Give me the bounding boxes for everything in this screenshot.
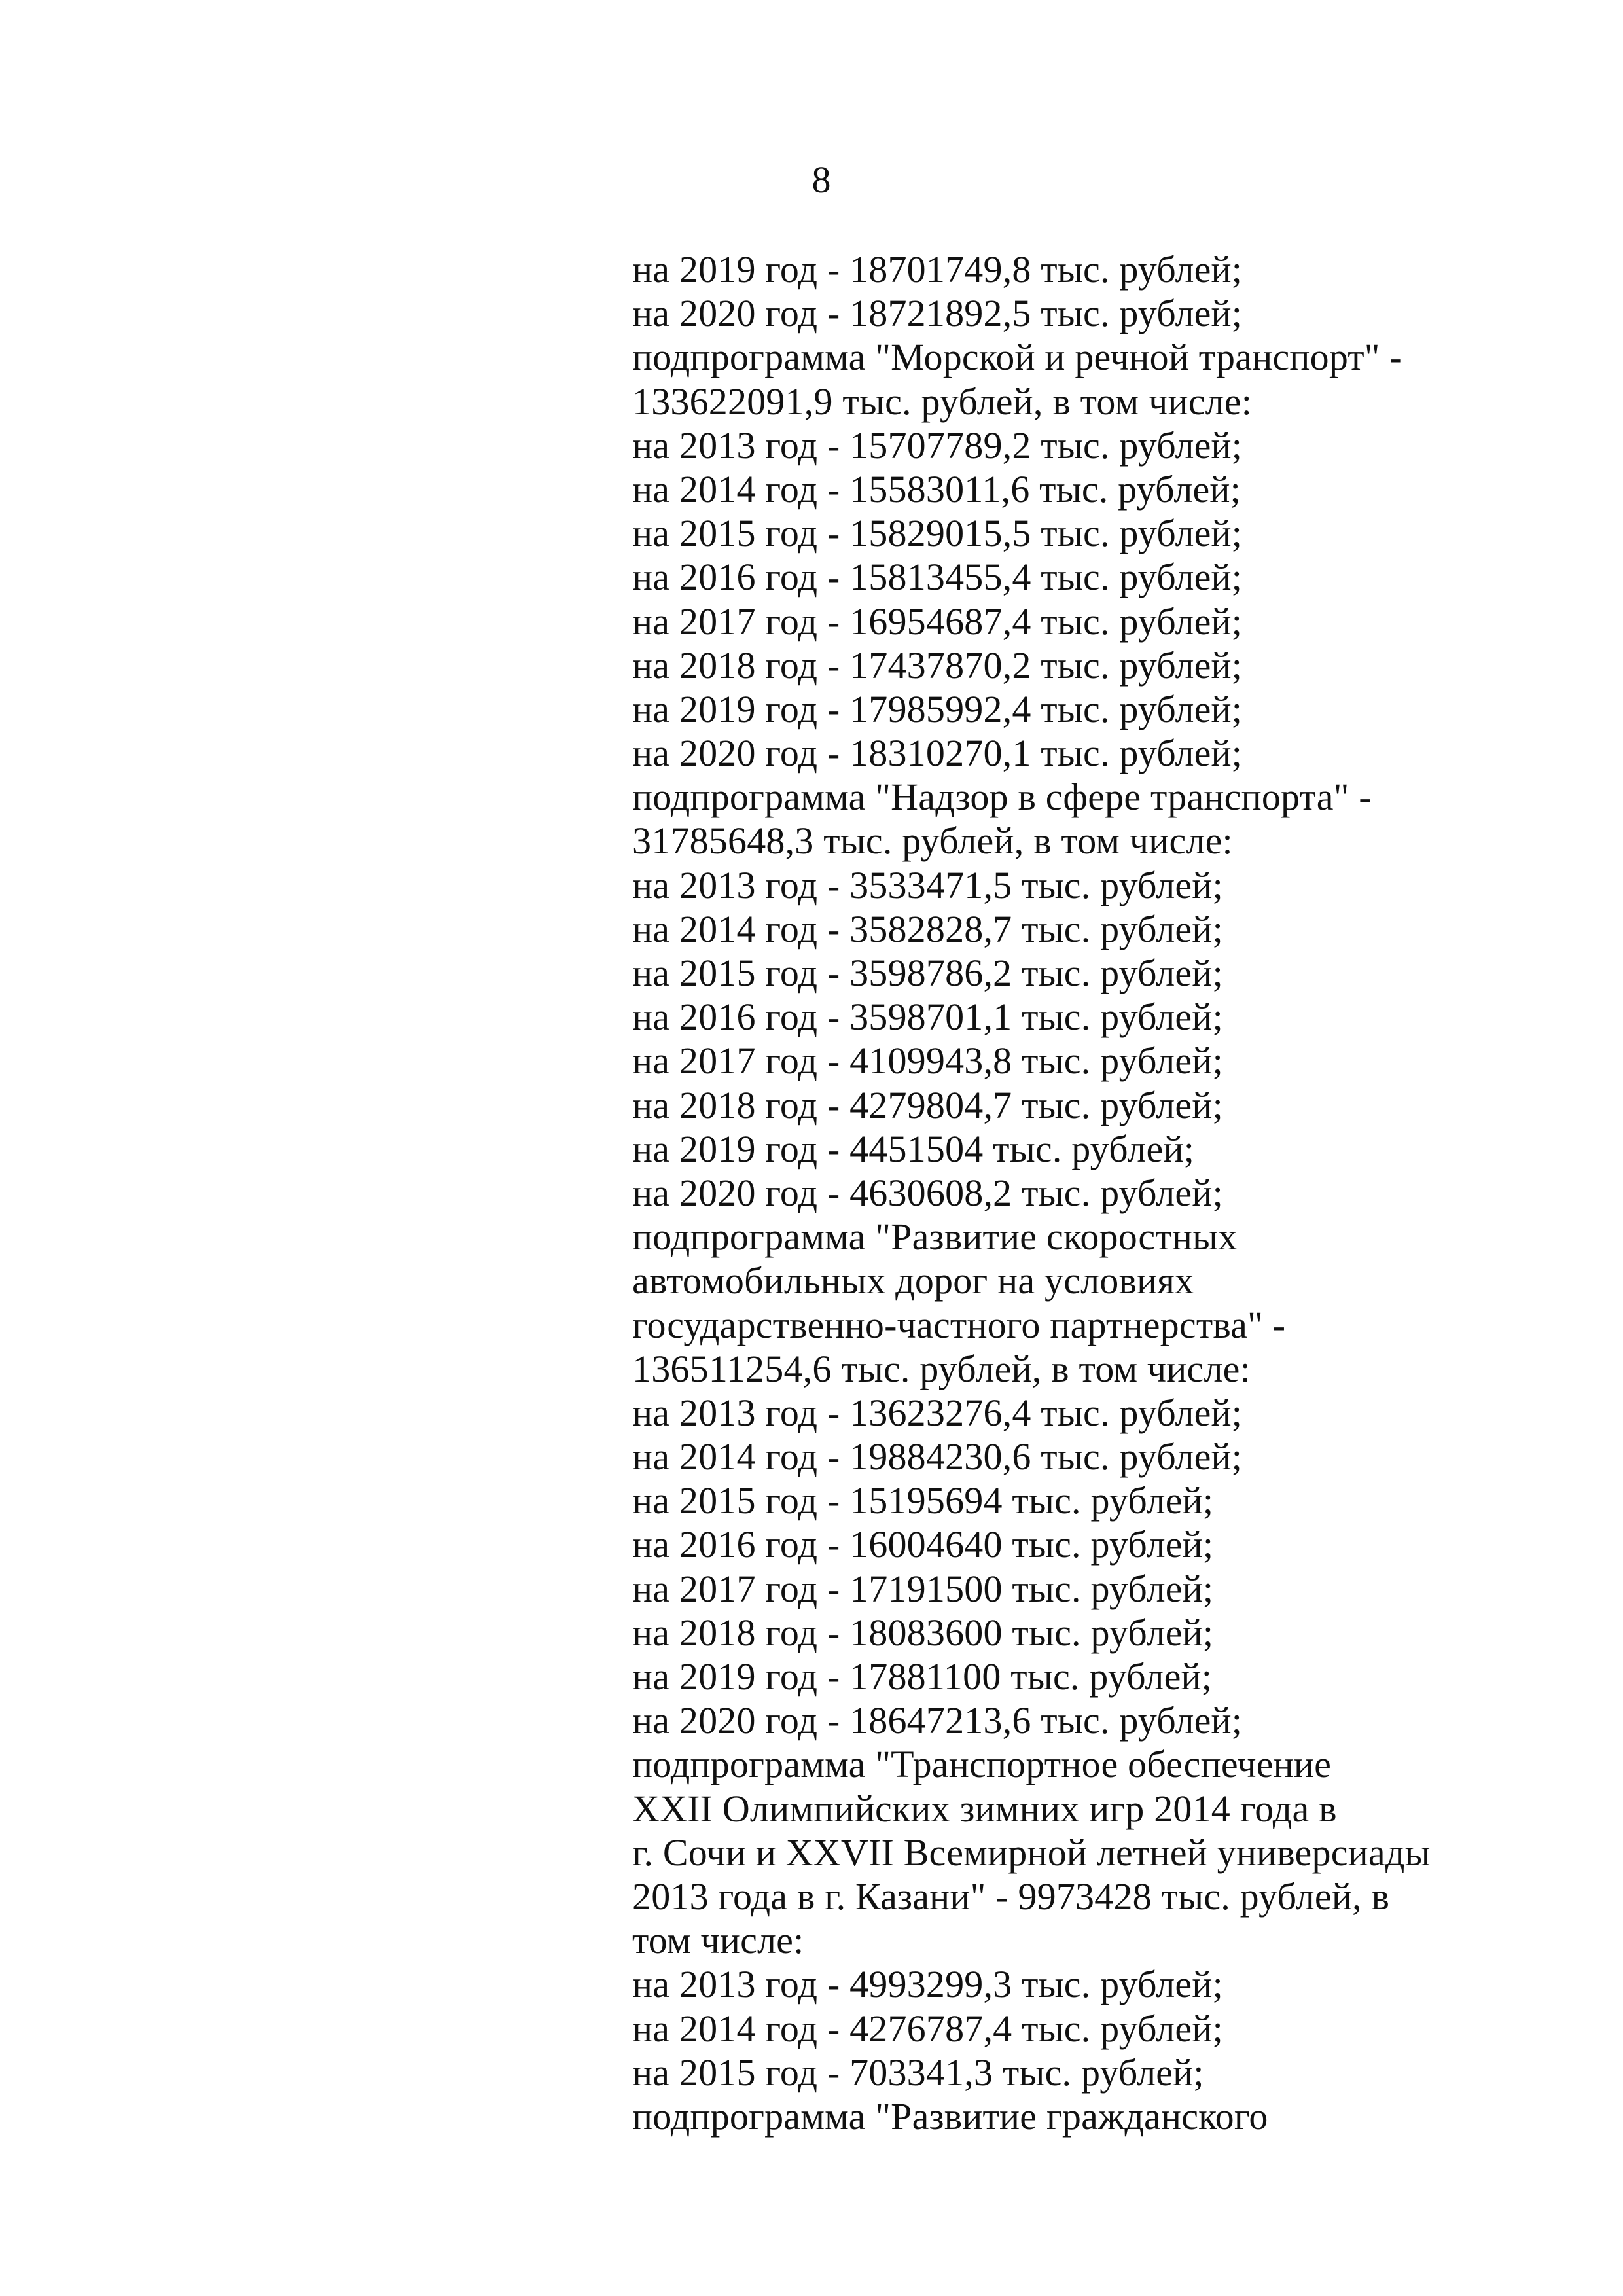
subprogram-heading: подпрограмма "Морской и речной транспорт" - [632,336,1402,379]
text-line: на 2020 год - 18310270,1 тыс. рублей; [632,732,1243,775]
text-line: на 2017 год - 16954687,4 тыс. рублей; [632,600,1243,643]
subprogram-heading: подпрограмма "Надзор в сфере транспорта" - [632,776,1372,819]
text-line: на 2020 год - 18721892,5 тыс. рублей; [632,292,1243,335]
text-line: на 2017 год - 4109943,8 тыс. рублей; [632,1039,1223,1083]
text-line: на 2019 год - 18701749,8 тыс. рублей; [632,248,1243,291]
text-line: на 2018 год - 18083600 тыс. рублей; [632,1611,1214,1654]
subprogram-heading: XXII Олимпийских зимних игр 2014 года в [632,1787,1337,1830]
text-line: на 2015 год - 15829015,5 тыс. рублей; [632,512,1243,555]
text-line: на 2014 год - 19884230,6 тыс. рублей; [632,1435,1243,1479]
text-line: на 2014 год - 3582828,7 тыс. рублей; [632,907,1223,950]
page-number: 8 [812,158,831,201]
subprogram-total: 31785648,3 тыс. рублей, в том числе: [632,819,1233,863]
text-line: на 2019 год - 4451504 тыс. рублей; [632,1127,1195,1170]
text-line: на 2019 год - 17881100 тыс. рублей; [632,1655,1213,1698]
text-line: на 2013 год - 13623276,4 тыс. рублей; [632,1391,1243,1434]
subprogram-heading: подпрограмма "Развитие скоростных [632,1215,1238,1259]
subprogram-heading: подпрограмма "Транспортное обеспечение [632,1743,1332,1786]
text-line: на 2015 год - 703341,3 тыс. рублей; [632,2051,1204,2094]
text-line: на 2016 год - 3598701,1 тыс. рублей; [632,996,1223,1039]
document-body [632,247,1483,2138]
subprogram-heading: автомобильных дорог на условиях [632,1259,1194,1302]
text-line: на 2013 год - 4993299,3 тыс. рублей; [632,1963,1223,2006]
subprogram-total: том числе: [632,1919,804,1962]
text-line: на 2015 год - 15195694 тыс. рублей; [632,1479,1214,1522]
text-line: на 2014 год - 15583011,6 тыс. рублей; [632,467,1241,511]
text-line: на 2016 год - 16004640 тыс. рублей; [632,1523,1214,1566]
text-line: на 2016 год - 15813455,4 тыс. рублей; [632,556,1243,599]
text-line: на 2019 год - 17985992,4 тыс. рублей; [632,687,1243,730]
subprogram-heading: г. Сочи и XXVII Всемирной летней универсиады [632,1831,1431,1874]
text-line: на 2015 год - 3598786,2 тыс. рублей; [632,952,1223,994]
text-line: на 2020 год - 18647213,6 тыс. рублей; [632,1699,1243,1742]
text-line: на 2013 год - 15707789,2 тыс. рублей; [632,423,1243,467]
subprogram-total: 133622091,9 тыс. рублей, в том числе: [632,380,1253,423]
subprogram-heading: подпрограмма "Развитие гражданского [632,2094,1268,2138]
subprogram-heading: государственно-частного партнерства" - [632,1303,1286,1346]
text-line: на 2018 год - 4279804,7 тыс. рублей; [632,1083,1223,1126]
text-line: на 2020 год - 4630608,2 тыс. рублей; [632,1171,1223,1214]
text-line: на 2018 год - 17437870,2 тыс. рублей; [632,643,1243,687]
text-line: на 2013 год - 3533471,5 тыс. рублей; [632,863,1223,906]
subprogram-total: 136511254,6 тыс. рублей, в том числе: [632,1347,1251,1390]
subprogram-total: 2013 года в г. Казани" - 9973428 тыс. рублей, в [632,1874,1390,1918]
text-line: на 2017 год - 17191500 тыс. рублей; [632,1567,1214,1610]
text-line: на 2014 год - 4276787,4 тыс. рублей; [632,2007,1223,2050]
